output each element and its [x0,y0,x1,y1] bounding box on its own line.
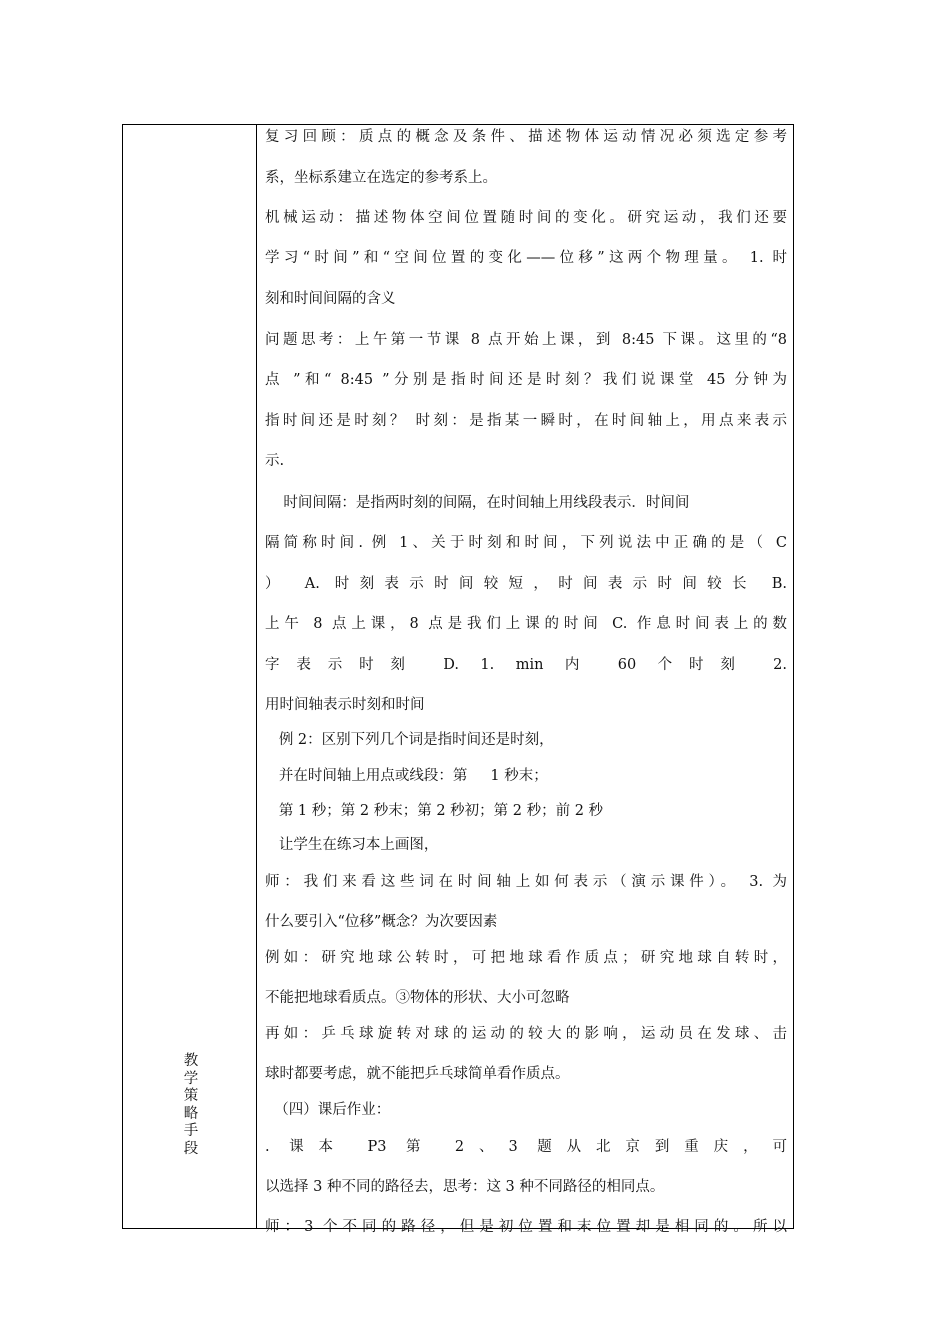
text-line: 不能把地球看质点。③物体的形状、大小可忽略 [265,990,570,1006]
text-line: ） A. 时刻表示时间较短，时间表示时间较长 B. [265,576,787,592]
text-line: 再如：乒乓球旋转对球的运动的较大的影响，运动员在发球、击 [265,1026,787,1042]
text-line: 问题思考：上午第一节课 8 点开始上课，到 8:45 下课。这里的“8 [265,332,787,348]
text-line: 第 1 秒；第 2 秒末；第 2 秒初；第 2 秒；前 2 秒 [265,803,604,819]
text-line: 例如：研究地球公转时，可把地球看作质点；研究地球自转时， [265,950,787,966]
text-line: （四）课后作业： [265,1102,391,1118]
text-line: 什么要引入“位移”概念？为次要因素 [265,914,498,930]
text-line: 隔简称时间. 例 1、关于时刻和时间，下列说法中正确的是（ C [265,535,787,551]
text-line: 例 2：区别下列几个词是指时间还是时刻， [265,732,554,748]
text-line: 机械运动：描述物体空间位置随时间的变化。研究运动，我们还要 [265,210,787,226]
text-line: 字表示时刻 D. 1. min 内 60 个时刻 2. [265,657,787,673]
text-line: 师：3 个不同的路径，但是初位置和末位置却是相同的。所以 [265,1219,787,1235]
strategy-label: 教学策略手段 [183,1053,199,1157]
text-line: 球时都要考虑，就不能把乒乓球简单看作质点。 [265,1066,570,1082]
column-divider [256,125,257,1228]
text-line: 并在时间轴上用点或线段：第 1 秒末； [265,768,548,784]
text-line: 上午 8 点上课，8 点是我们上课的时间 C. 作息时间表上的数 [265,616,787,632]
text-line: 时间间隔：是指两时刻的间隔，在时间轴上用线段表示．时间间 [265,495,690,511]
text-line: 学习“时间”和“空间位置的变化——位移”这两个物理量。 1. 时 [265,250,787,266]
text-line: . 课本 P3 第 2、3 题从北京到重庆，可 [265,1139,787,1155]
text-line: 用时间轴表示时刻和时间 [265,697,425,713]
lesson-table [122,124,794,1235]
text-line: 让学生在练习本上画图， [265,837,439,853]
text-line: 复习回顾：质点的概念及条件、描述物体运动情况必须选定参考 [265,129,787,145]
text-line: 师：我们来看这些词在时间轴上如何表示（演示课件）。 3. 为 [265,874,787,890]
text-line: 指时间还是时刻？ 时刻：是指某一瞬时，在时间轴上，用点来表示 [265,413,787,429]
text-line: 刻和时间间隔的含义 [265,291,396,307]
text-line: 示. [265,453,285,469]
text-line: 系，坐标系建立在选定的参考系上。 [265,170,497,186]
text-line: 点 ”和“ 8:45 ”分别是指时间还是时刻？我们说课堂 45 分钟为 [265,372,787,388]
text-line: 以选择 3 种不同的路径去，思考：这 3 种不同路径的相同点。 [265,1179,665,1195]
